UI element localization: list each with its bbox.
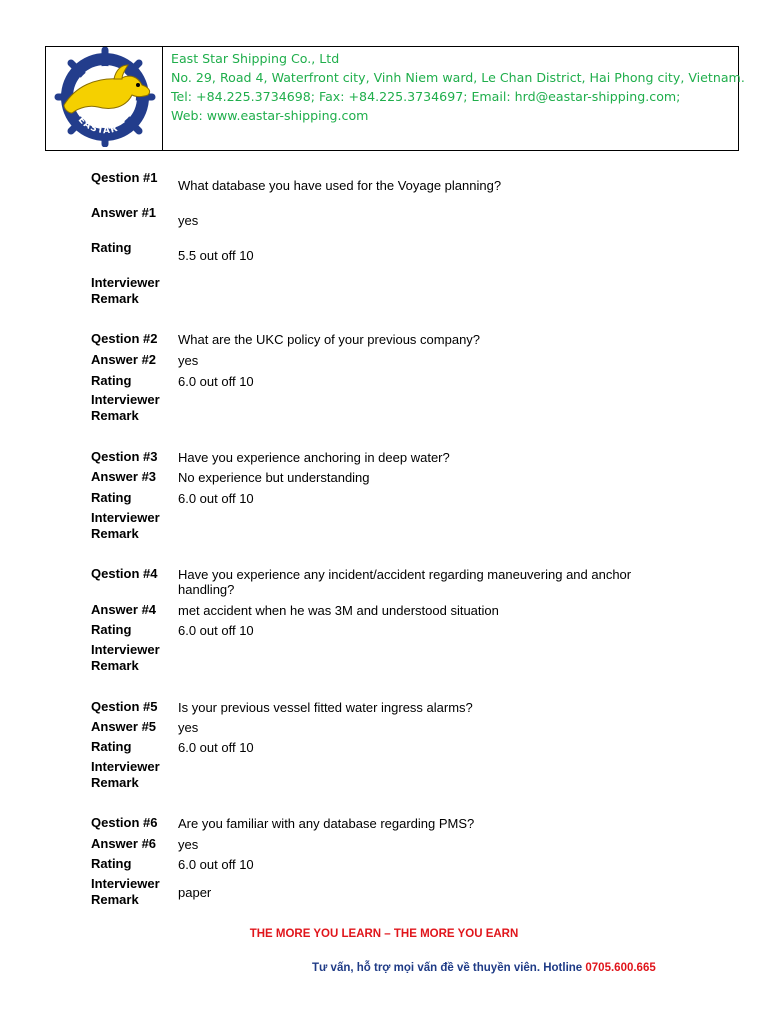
company-name: East Star Shipping Co., Ltd	[171, 51, 340, 66]
company-address: No. 29, Road 4, Waterfront city, Vinh Niem ward, Le Chan District, Hai Phong city, Vietnam.	[171, 70, 745, 85]
answer-label: Answer #1	[91, 205, 157, 220]
remark-label-2: Remark	[91, 775, 139, 790]
question-label: Qestion #4	[91, 566, 158, 581]
answer-text: No experience but understanding	[178, 470, 370, 485]
rating-text: 5.5 out off 10	[178, 248, 254, 263]
remark-label-1: Interviewer	[91, 510, 160, 525]
footer-hotline	[312, 962, 656, 974]
answer-label: Answer #2	[91, 352, 157, 367]
remark-label-2: Remark	[91, 658, 139, 673]
logo-cell	[46, 47, 163, 150]
rating-label: Rating	[91, 622, 132, 637]
hotline-text: Tư vấn, hỗ trợ mọi vấn đề về thuyền viên. Hotline	[312, 962, 586, 974]
company-info	[171, 49, 745, 125]
letterhead	[45, 46, 745, 151]
question-text: Have you experience anchoring in deep water?	[178, 450, 450, 465]
hotline-number: 0705.600.665	[585, 962, 656, 974]
remark-label-1: Interviewer	[91, 392, 160, 407]
question-label: Qestion #6	[91, 815, 158, 830]
answer-label: Answer #6	[91, 836, 157, 851]
question-text-line-2: handling?	[178, 582, 235, 597]
eastar-logo	[50, 47, 160, 147]
rating-label: Rating	[91, 739, 132, 754]
rating-label: Rating	[91, 240, 132, 255]
company-web: Web: www.eastar-shipping.com	[171, 108, 369, 123]
answer-label: Answer #4	[91, 602, 157, 617]
answer-text: yes	[178, 720, 199, 735]
question-text: What are the UKC policy of your previous company?	[178, 332, 481, 347]
remark-text: paper	[178, 885, 212, 900]
rating-text: 6.0 out off 10	[178, 623, 254, 638]
question-label: Qestion #5	[91, 699, 158, 714]
rating-text: 6.0 out off 10	[178, 740, 254, 755]
answer-label: Answer #3	[91, 469, 157, 484]
remark-label-2: Remark	[91, 408, 139, 423]
answer-label: Answer #5	[91, 719, 157, 734]
answer-text: met accident when he was 3M and understood situation	[178, 603, 499, 618]
question-text: Are you familiar with any database regarding PMS?	[178, 816, 475, 831]
rating-text: 6.0 out off 10	[178, 491, 254, 506]
remark-label-1: Interviewer	[91, 759, 160, 774]
rating-text: 6.0 out off 10	[178, 374, 254, 389]
question-label: Qestion #3	[91, 449, 158, 464]
question-text: Is your previous vessel fitted water ingress alarms?	[178, 700, 473, 715]
answer-text: yes	[178, 353, 199, 368]
question-text-line-1: Have you experience any incident/accident regarding maneuvering and anchor	[178, 567, 632, 582]
rating-label: Rating	[91, 373, 132, 388]
answer-text: yes	[178, 837, 199, 852]
remark-label-2: Remark	[91, 291, 139, 306]
question-text: What database you have used for the Voyage planning?	[178, 178, 502, 193]
footer-slogan: THE MORE YOU LEARN – THE MORE YOU EARN	[249, 928, 519, 940]
remark-label-1: Interviewer	[91, 876, 160, 891]
remark-label-2: Remark	[91, 892, 139, 907]
company-contact: Tel: +84.225.3734698; Fax: +84.225.3734697; Email: hrd@eastar-shipping.com;	[171, 89, 681, 104]
logo-text: EASTAR	[75, 115, 120, 137]
rating-text: 6.0 out off 10	[178, 857, 254, 872]
rating-label: Rating	[91, 856, 132, 871]
answer-text: yes	[178, 213, 199, 228]
question-label: Qestion #1	[91, 170, 158, 185]
remark-label-1: Interviewer	[91, 642, 160, 657]
question-label: Qestion #2	[91, 331, 158, 346]
remark-label-2: Remark	[91, 526, 139, 541]
rating-label: Rating	[91, 490, 132, 505]
remark-label-1: Interviewer	[91, 275, 160, 290]
